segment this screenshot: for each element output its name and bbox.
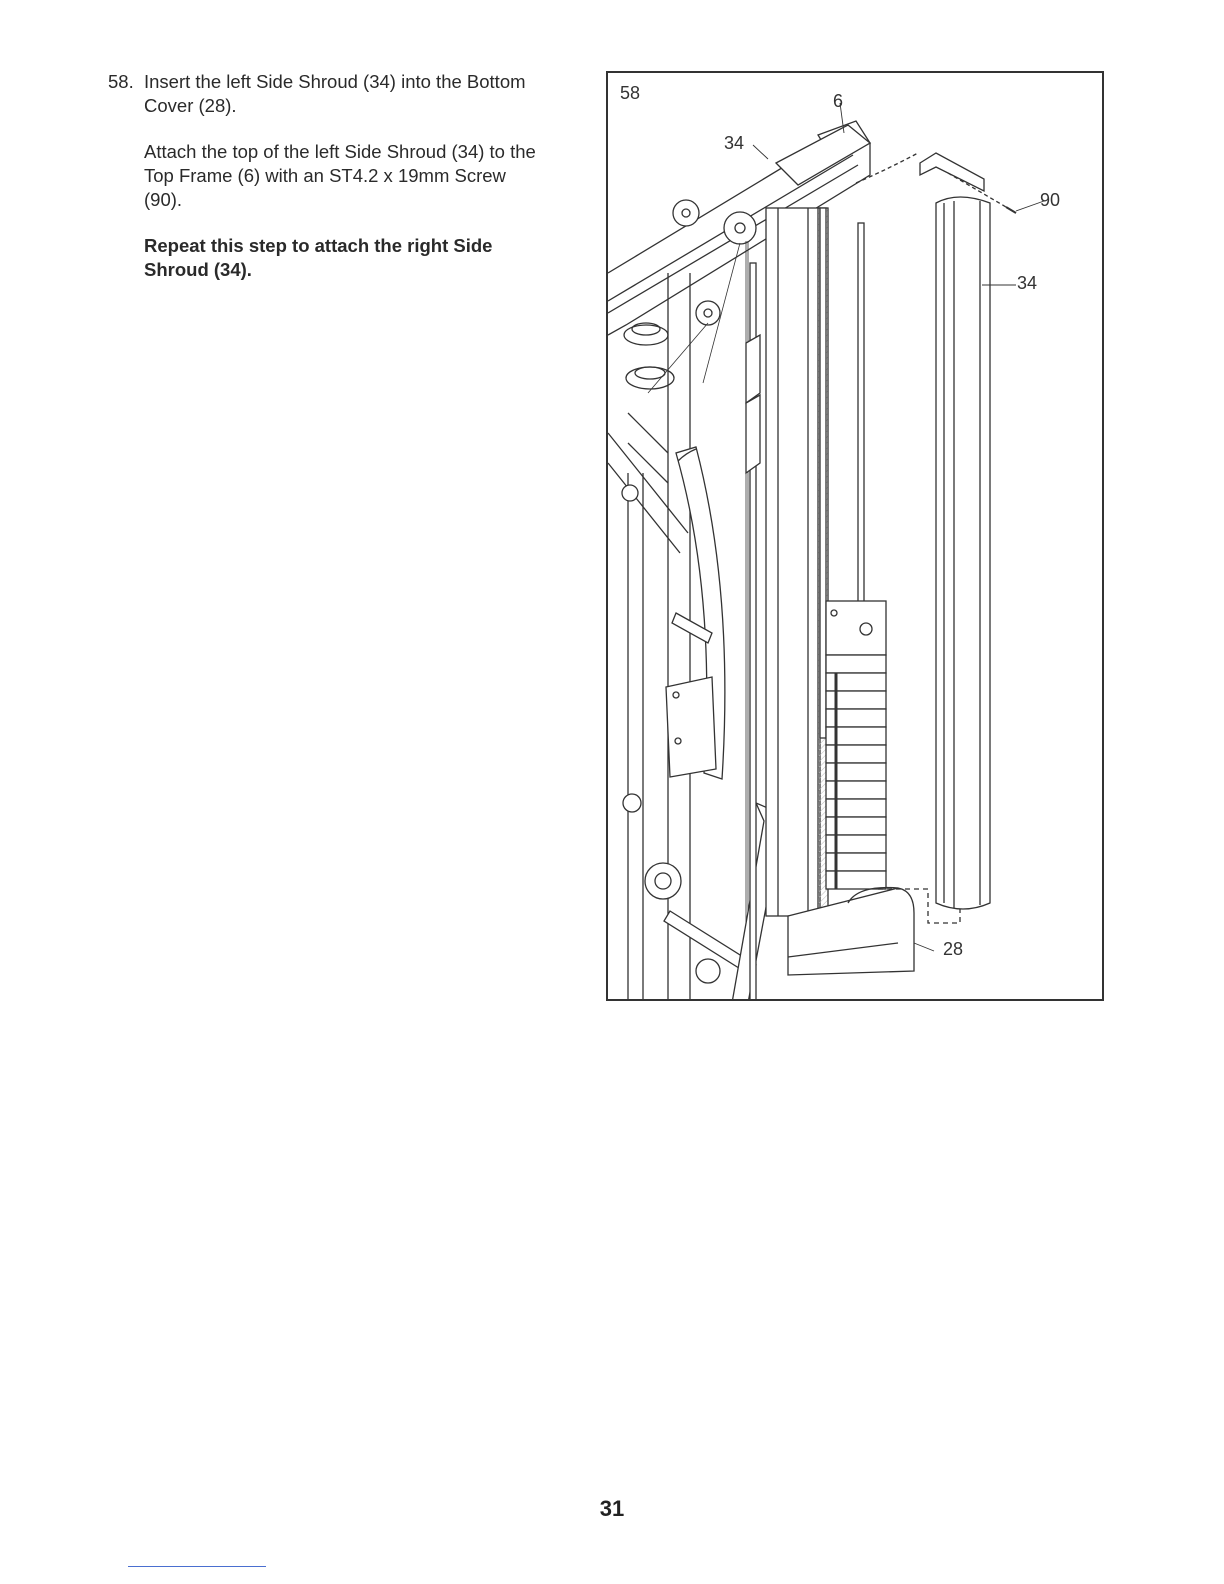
- attach-text-line-3: (90).: [144, 189, 183, 210]
- instructions: [108, 70, 578, 282]
- callout-34-right: 34: [1017, 273, 1038, 293]
- callout-90: 90: [1040, 190, 1061, 210]
- weight-stack-top: [826, 601, 886, 655]
- step-58-line-1: [108, 70, 578, 94]
- step-number: 58.: [108, 71, 134, 92]
- callout-28: 28: [943, 939, 964, 959]
- assembly-figure: [606, 71, 1104, 1001]
- callout-34-left: 34: [724, 133, 745, 153]
- screw-90: [1006, 207, 1016, 213]
- repeat-text-line-1: Repeat this step to attach the right Side: [144, 235, 493, 256]
- pulley-top: [724, 212, 756, 244]
- step-text-line-2: Cover (28).: [144, 95, 237, 116]
- step-text-line-1: Insert the left Side Shroud (34) into the Bottom: [144, 71, 526, 92]
- repeat-text-line-2: Shroud (34).: [144, 259, 252, 280]
- page-number: 31: [599, 1496, 625, 1521]
- figure-step-label: 58: [620, 83, 641, 103]
- assembly-drawing: [608, 73, 1104, 1001]
- seat-plate: [666, 677, 716, 777]
- callout-6: 6: [833, 91, 844, 111]
- attach-text-line-1: Attach the top of the left Side Shroud (34) to the: [144, 141, 536, 162]
- attach-text-line-2: Top Frame (6) with an ST4.2 x 19mm Screw: [144, 165, 506, 186]
- footer-rule: [128, 1566, 266, 1567]
- main-column: [766, 208, 820, 916]
